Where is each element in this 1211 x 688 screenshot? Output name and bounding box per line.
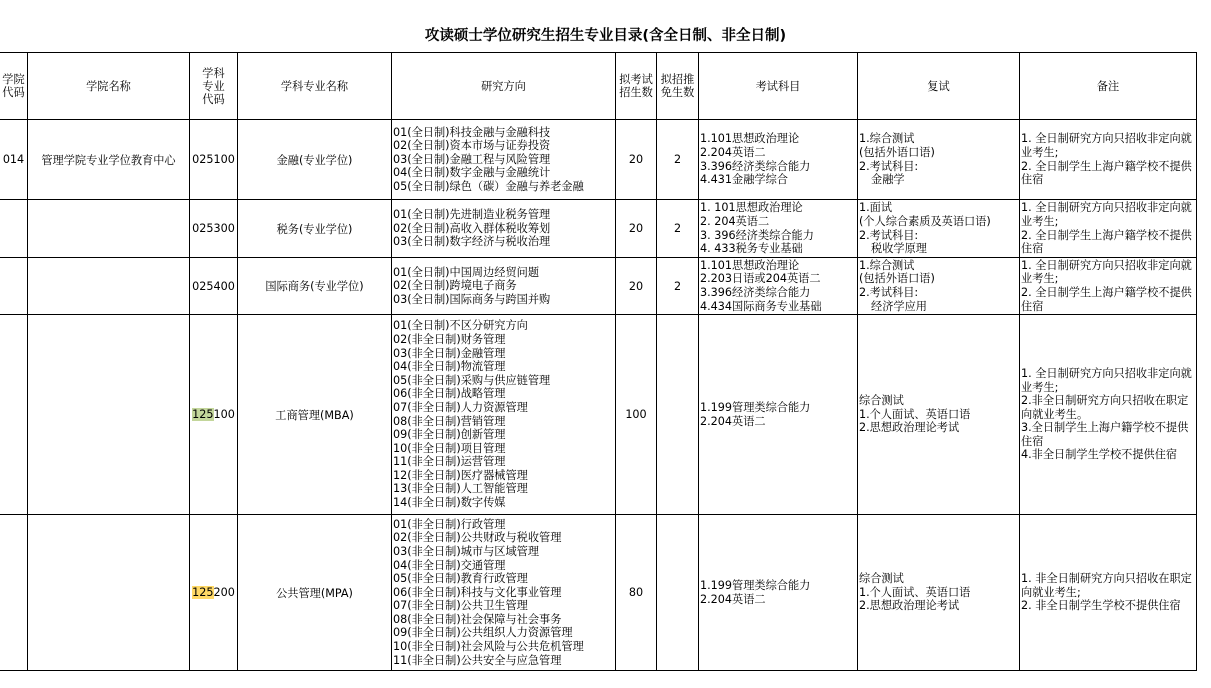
notes-cell: 1. 全日制研究方向只招收非定向就业考生; 2. 全日制学生上海户籍学校不提供住宿: [1020, 200, 1197, 258]
header-directions: 研究方向: [392, 53, 616, 120]
major-code-cell: 125100: [190, 315, 238, 515]
header-quota: 拟考试 招生数: [616, 53, 657, 120]
page-title: 攻读硕士学位研究生招生专业目录(含全日制、非全日制): [424, 28, 787, 44]
table-row: [0, 200, 1197, 258]
exempt-cell: 2: [657, 120, 699, 200]
major-name-cell: 国际商务(专业学位): [238, 258, 392, 315]
quota-cell: 100: [616, 315, 657, 515]
directions-cell: 01(全日制)中国周边经贸问题 02(全日制)跨境电子商务 03(全日制)国际商务与跨国并购: [392, 258, 616, 315]
directions-cell: 01(全日制)先进制造业税务管理 02(全日制)高收入群体税收筹划 03(全日制)数字经济与税收治理: [392, 200, 616, 258]
retest-cell: 1.面试 (个人综合素质及英语口语) 2.考试科目: 税收学原理: [858, 200, 1020, 258]
major-name-cell: 工商管理(MBA): [238, 315, 392, 515]
college-name-cell: [28, 200, 190, 258]
quota-cell: 20: [616, 200, 657, 258]
exam-cell: 1.101思想政治理论 2.203日语或204英语二 3.396经济类综合能力 4.434国际商务专业基础: [699, 258, 858, 315]
header-major-code: 学科 专业 代码: [190, 53, 238, 120]
header-college-code: 学院 代码: [0, 53, 28, 120]
header-exempt: 拟招推 免生数: [657, 53, 699, 120]
catalog-table: [0, 52, 1197, 671]
exempt-cell: [657, 515, 699, 671]
college-code-cell: 014: [0, 120, 28, 200]
college-code-cell: [0, 515, 28, 671]
retest-cell: 综合测试 1.个人面试、英语口语 2.思想政治理论考试: [858, 515, 1020, 671]
exempt-cell: [657, 315, 699, 515]
major-code-cell: 025400: [190, 258, 238, 315]
college-name-cell: [28, 515, 190, 671]
header-college-name: 学院名称: [28, 53, 190, 120]
header-major-name: 学科专业名称: [238, 53, 392, 120]
exam-cell: 1. 101思想政治理论 2. 204英语二 3. 396经济类综合能力 4. 433税务专业基础: [699, 200, 858, 258]
college-code-cell: [0, 258, 28, 315]
notes-cell: 1. 全日制研究方向只招收非定向就业考生; 2. 全日制学生上海户籍学校不提供住宿: [1020, 258, 1197, 315]
quota-cell: 20: [616, 258, 657, 315]
retest-cell: 1.综合测试 (包括外语口语) 2.考试科目: 经济学应用: [858, 258, 1020, 315]
retest-cell: 1.综合测试 (包括外语口语) 2.考试科目: 金融学: [858, 120, 1020, 200]
table-row: [0, 120, 1197, 200]
exam-cell: 1.101思想政治理论 2.204英语二 3.396经济类综合能力 4.431金融学综合: [699, 120, 858, 200]
notes-cell: 1. 全日制研究方向只招收非定向就业考生; 2. 全日制学生上海户籍学校不提供住宿: [1020, 120, 1197, 200]
major-name-cell: 税务(专业学位): [238, 200, 392, 258]
college-name-cell: 管理学院专业学位教育中心: [28, 120, 190, 200]
quota-cell: 20: [616, 120, 657, 200]
notes-cell: 1. 非全日制研究方向只招收在职定向就业考生; 2. 非全日制学生学校不提供住宿: [1020, 515, 1197, 671]
major-name-cell: 金融(专业学位): [238, 120, 392, 200]
header-exam: 考试科目: [699, 53, 858, 120]
exam-cell: 1.199管理类综合能力 2.204英语二: [699, 515, 858, 671]
directions-cell: 01(非全日制)行政管理 02(非全日制)公共财政与税收管理 03(非全日制)城市与区域管理 04(非全日制)交通管理 05(非全日制)教育行政管理 06(非全日制)科技与文化事业管理 07(非全日制)公共卫生管理 08(非全日制)社会保障与社会事务 09(非全日制)公共组织人力资源管理 10(非全日制)社会风险与公共危机管理 11(非全日制)公共安全与应急管理: [392, 515, 616, 671]
table-row: [0, 515, 1197, 671]
major-code-cell: 025300: [190, 200, 238, 258]
major-code-cell: 025100: [190, 120, 238, 200]
college-name-cell: [28, 258, 190, 315]
college-code-cell: [0, 200, 28, 258]
college-name-cell: [28, 315, 190, 515]
code-highlight: 125: [192, 408, 214, 421]
table-row: [0, 315, 1197, 515]
retest-cell: 综合测试 1.个人面试、英语口语 2.思想政治理论考试: [858, 315, 1020, 515]
major-name-cell: 公共管理(MPA): [238, 515, 392, 671]
exempt-cell: 2: [657, 258, 699, 315]
header-notes: 备注: [1020, 53, 1197, 120]
exempt-cell: 2: [657, 200, 699, 258]
quota-cell: 80: [616, 515, 657, 671]
directions-cell: 01(全日制)不区分研究方向 02(非全日制)财务管理 03(非全日制)金融管理 04(非全日制)物流管理 05(非全日制)采购与供应链管理 06(非全日制)战略管理 07(非全日制)人力资源管理 08(非全日制)营销管理 09(非全日制)创新管理 10(非全日制)项目管理 11(非全日制)运营管理 12(非全日制)医疗器械管理 13(非全日制)人工智能管理 14(非全日制)数字传媒: [392, 315, 616, 515]
notes-cell: 1. 全日制研究方向只招收非定向就业考生; 2.非全日制研究方向只招收在职定向就业考生。 3.全日制学生上海户籍学校不提供住宿 4.非全日制学生学校不提供住宿: [1020, 315, 1197, 515]
college-code-cell: [0, 315, 28, 515]
directions-cell: 01(全日制)科技金融与金融科技 02(全日制)资本市场与证券投资 03(全日制)金融工程与风险管理 04(全日制)数字金融与金融统计 05(全日制)绿色（碳）金融与养老金融: [392, 120, 616, 200]
code-highlight: 125: [192, 586, 214, 599]
header-retest: 复试: [858, 53, 1020, 120]
exam-cell: 1.199管理类综合能力 2.204英语二: [699, 315, 858, 515]
major-code-cell: 125200: [190, 515, 238, 671]
table-header-row: [0, 53, 1197, 120]
table-row: [0, 258, 1197, 315]
